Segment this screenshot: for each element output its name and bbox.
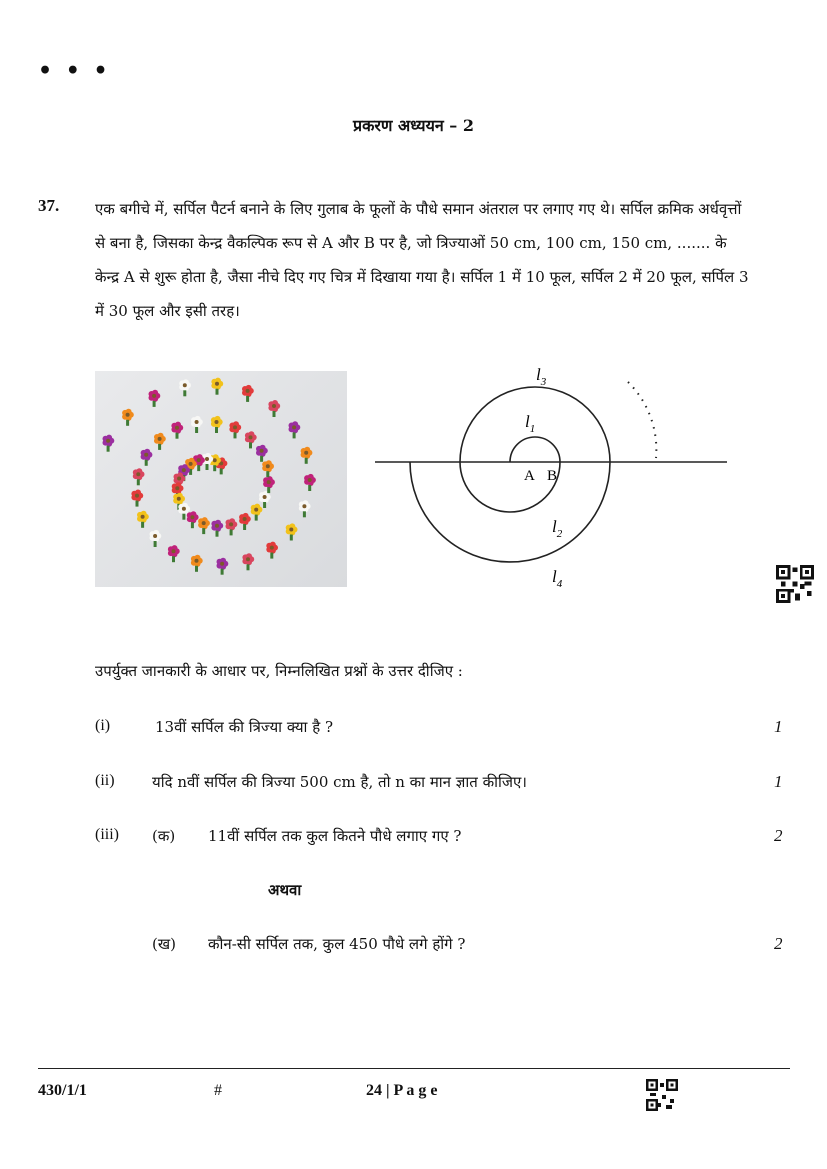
point-b-label: B bbox=[547, 468, 558, 484]
flower-mark bbox=[179, 379, 191, 396]
flower-mark bbox=[304, 474, 316, 491]
flower-mark bbox=[259, 491, 271, 508]
footer-divider bbox=[38, 1068, 790, 1069]
flower-mark bbox=[154, 433, 166, 450]
part-iii-b-text: कौन-सी सर्पिल तक, कुल 450 पौधे लगे होंगे ? bbox=[208, 935, 466, 953]
ellipsis-dots: • • • bbox=[38, 58, 111, 84]
label-l4: $l_4$ bbox=[552, 567, 563, 590]
spiral-diagram bbox=[370, 360, 732, 600]
hash-mark: # bbox=[214, 1082, 222, 1099]
semicircle-l2 bbox=[460, 462, 560, 512]
label-l1: $l_1$ bbox=[525, 412, 536, 435]
part-iii-b-marks: 2 bbox=[774, 934, 783, 953]
question-paragraph: एक बगीचे में, सर्पिल पैटर्न बनाने के लिए गुलाब के फूलों के पौधे समान अंतराल पर लगाए गए थे। सर्पिल क्रमिक अर्धवृत्तों से बना है, जिसका केन्द्र वैकल्पिक रूप से A और B पर है, जो त्रिज्याओं 50 cm, 100 cm, 150 cm, ....... के केन्द्र A से शुरू होता है, जैसा नीचे दिए गए चित्र में दिखाया गया है। सर्पिल 1 में 10 फूल, सर्पिल 2 में 20 फूल, सर्पिल 3 में 30 फूल और इसी तरह। bbox=[95, 200, 749, 320]
question-number: 37. bbox=[38, 196, 60, 215]
page-number: 24 | P a g e bbox=[366, 1082, 438, 1099]
flower-mark bbox=[268, 400, 280, 417]
part-i-number: (i) bbox=[95, 717, 111, 734]
part-iii-a-marks: 2 bbox=[774, 826, 783, 845]
flower-mark bbox=[217, 558, 229, 575]
flower-mark bbox=[211, 520, 223, 537]
footer-qr-code-icon bbox=[646, 1079, 678, 1111]
flower-mark bbox=[191, 555, 203, 572]
flower-mark bbox=[229, 421, 241, 438]
flower-spiral-image bbox=[95, 371, 347, 587]
flower-mark bbox=[226, 518, 238, 535]
flower-mark bbox=[286, 523, 298, 540]
flower-mark bbox=[251, 504, 263, 521]
flower-mark bbox=[211, 378, 223, 395]
section-heading: प्रकरण अध्ययन – 2 bbox=[352, 116, 475, 135]
flower-mark bbox=[266, 542, 278, 559]
flower-mark bbox=[191, 416, 203, 433]
flower-mark bbox=[239, 513, 251, 530]
part-iii-b-label: (ख) bbox=[152, 935, 176, 953]
part-i-text: 13वीं सर्पिल की त्रिज्या क्या है ? bbox=[155, 718, 333, 736]
flower-mark bbox=[211, 416, 223, 433]
flower-mark bbox=[299, 500, 311, 517]
flower-mark bbox=[133, 468, 145, 485]
point-a-label: A bbox=[524, 468, 535, 484]
flower-mark bbox=[131, 490, 143, 507]
part-i-marks: 1 bbox=[774, 717, 783, 736]
flower-mark bbox=[198, 517, 210, 534]
qr-code-icon bbox=[776, 565, 814, 603]
flower-spiral-photo bbox=[95, 371, 347, 587]
or-separator: अथवा bbox=[268, 881, 302, 899]
flower-mark bbox=[256, 445, 268, 462]
part-iii-a-label: (क) bbox=[152, 827, 176, 845]
label-l2: $l_2$ bbox=[552, 517, 563, 540]
part-ii-marks: 1 bbox=[774, 772, 783, 791]
paper-code: 430/1/1 bbox=[38, 1082, 87, 1099]
part-ii-number: (ii) bbox=[95, 772, 115, 789]
flower-mark bbox=[262, 460, 274, 477]
flower-mark bbox=[187, 511, 199, 528]
flower-mark bbox=[245, 431, 257, 448]
spiral-continuation-dots bbox=[628, 382, 656, 458]
flower-mark bbox=[149, 390, 161, 407]
flower-mark bbox=[150, 530, 162, 547]
part-iii-a-text: 11वीं सर्पिल तक कुल कितने पौधे लगाए गए ? bbox=[208, 827, 462, 845]
part-ii-text: यदि nवीं सर्पिल की त्रिज्या 500 cm है, तो n का मान ज्ञात कीजिए। bbox=[152, 773, 527, 791]
flower-mark bbox=[242, 553, 254, 570]
flower-mark bbox=[122, 409, 134, 426]
flower-mark bbox=[171, 422, 183, 439]
flower-mark bbox=[141, 449, 153, 466]
flower-mark bbox=[289, 421, 301, 438]
instruction-text: उपर्युक्त जानकारी के आधार पर, निम्नलिखित प्रश्नों के उत्तर दीजिए : bbox=[95, 662, 463, 680]
semicircle-l1 bbox=[510, 437, 560, 462]
flower-mark bbox=[103, 435, 115, 452]
flower-mark bbox=[263, 476, 275, 493]
flower-mark bbox=[168, 545, 180, 562]
part-iii-number: (iii) bbox=[95, 826, 119, 843]
label-l3: $l_3$ bbox=[536, 365, 547, 388]
flower-mark bbox=[137, 511, 149, 528]
flower-mark bbox=[242, 385, 254, 402]
flower-mark bbox=[301, 447, 313, 464]
